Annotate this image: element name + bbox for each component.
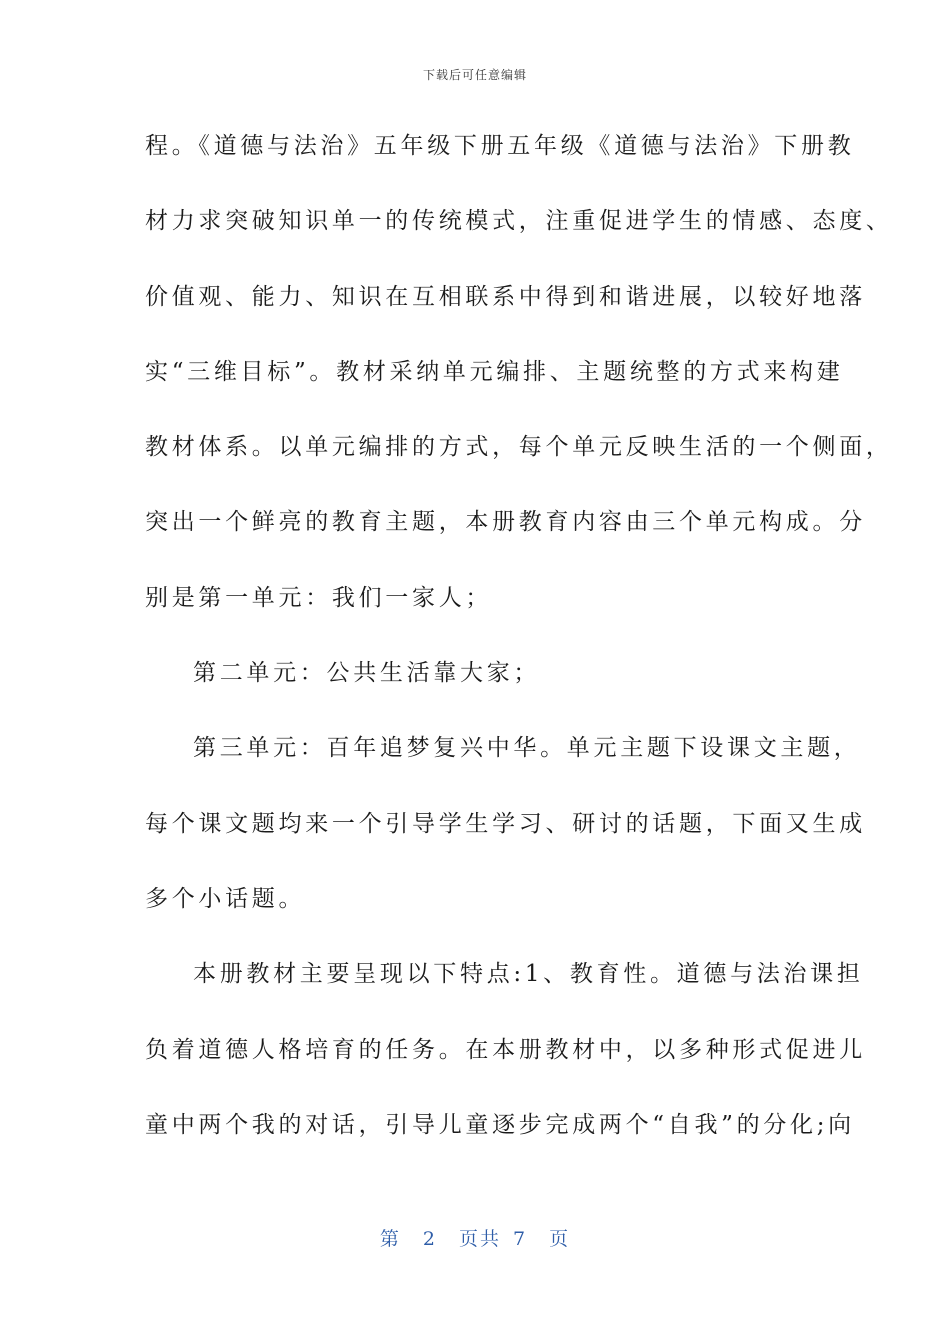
document-body (145, 122, 893, 1176)
page-label-suffix: 页 (549, 1228, 571, 1250)
page-label-mid: 页共 (458, 1228, 501, 1250)
page-footer (0, 1224, 950, 1251)
text-line: 每个课文题均来一个引导学生学习、研讨的话题，下面又生成 (145, 810, 866, 837)
page-label-prefix: 第 (379, 1228, 401, 1250)
current-page-number: 2 (422, 1228, 437, 1250)
text-line: 负着道德人格培育的任务。在本册教材中，以多种形式促进儿 (145, 1036, 866, 1063)
text-line: 本册教材主要呈现以下特点:1、教育性。道德与法治课担 (193, 961, 864, 988)
text-line: 突出一个鲜亮的教育主题，本册教育内容由三个单元构成。分 (145, 509, 866, 536)
text-line: 实“三维目标”。教材采纳单元编排、主题统整的方式来构建 (145, 358, 844, 385)
text-line: 第三单元：百年追梦复兴中华。单元主题下设课文主题， (193, 735, 861, 762)
text-line: 材力求突破知识单一的传统模式，注重促进学生的情感、态度、 (145, 208, 893, 235)
total-pages-number: 7 (513, 1228, 528, 1250)
text-line: 价值观、能力、知识在互相联系中得到和谐进展，以较好地落 (145, 283, 866, 310)
text-line: 教材体系。以单元编排的方式，每个单元反映生活的一个侧面， (145, 434, 893, 461)
text-line: 第二单元：公共生活靠大家； (193, 660, 541, 687)
text-line: 别是第一单元：我们一家人； (145, 584, 493, 611)
page-header: 下载后可任意编辑 (422, 68, 527, 82)
text-line: 童中两个我的对话，引导儿童逐步完成两个“自我”的分化;向 (145, 1111, 855, 1138)
text-line: 程。《道德与法治》五年级下册五年级《道德与法治》下册教 (145, 133, 855, 159)
text-line: 多个小话题。 (145, 885, 306, 912)
